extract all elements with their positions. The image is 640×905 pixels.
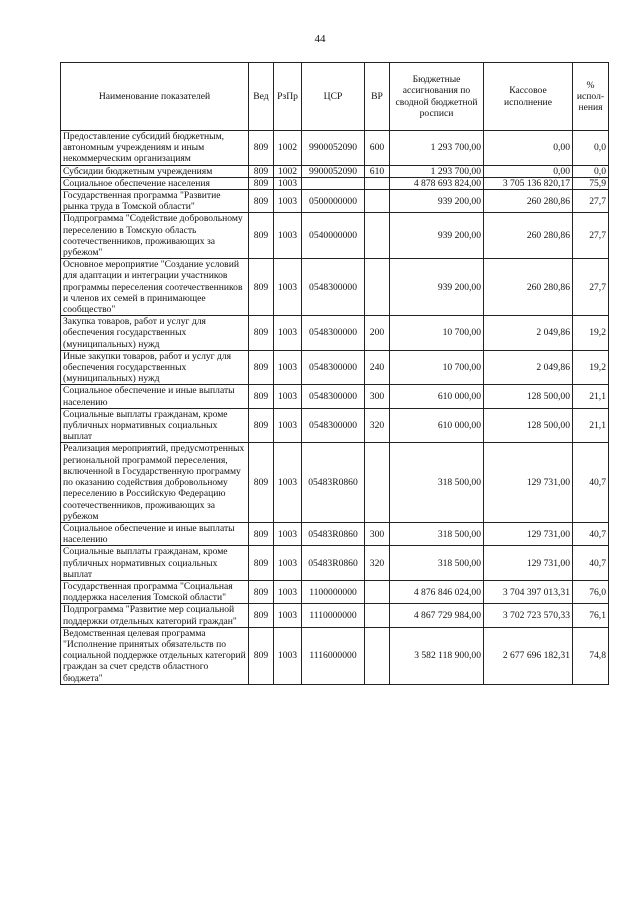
cell-pct: 27,7 xyxy=(573,259,609,316)
cell-pct: 21,1 xyxy=(573,385,609,408)
cell-name: Социальные выплаты гражданам, кроме публичных нормативных социальных выплат xyxy=(61,546,249,581)
cell-rzpr: 1003 xyxy=(274,259,302,316)
cell-budget: 318 500,00 xyxy=(390,522,484,545)
cell-ved: 809 xyxy=(249,546,274,581)
cell-vr: 320 xyxy=(365,408,390,443)
cell-vr: 200 xyxy=(365,316,390,351)
header-pct: % испол- нения xyxy=(573,63,609,131)
cell-vr: 610 xyxy=(365,165,390,177)
cell-pct: 76,1 xyxy=(573,604,609,627)
cell-rzpr: 1003 xyxy=(274,190,302,213)
cell-csr: 9900052090 xyxy=(302,131,365,166)
cell-cash: 128 500,00 xyxy=(484,408,573,443)
cell-pct: 75,9 xyxy=(573,177,609,189)
cell-ved: 809 xyxy=(249,580,274,603)
cell-rzpr: 1003 xyxy=(274,385,302,408)
cell-budget: 4 878 693 824,00 xyxy=(390,177,484,189)
cell-pct: 19,2 xyxy=(573,350,609,385)
cell-rzpr: 1003 xyxy=(274,408,302,443)
cell-rzpr: 1002 xyxy=(274,165,302,177)
cell-cash: 0,00 xyxy=(484,165,573,177)
table-row xyxy=(61,177,609,189)
cell-csr: 0548300000 xyxy=(302,316,365,351)
cell-ved: 809 xyxy=(249,259,274,316)
cell-ved: 809 xyxy=(249,177,274,189)
table-row xyxy=(61,259,609,316)
cell-vr: 300 xyxy=(365,522,390,545)
cell-rzpr: 1003 xyxy=(274,604,302,627)
cell-ved: 809 xyxy=(249,213,274,259)
cell-budget: 1 293 700,00 xyxy=(390,165,484,177)
cell-name: Ведомственная целевая программа "Исполнение принятых обязательств по социальной поддержке отдельных категорий граждан за счет средств областного бюджета" xyxy=(61,627,249,684)
cell-vr xyxy=(365,259,390,316)
table-row xyxy=(61,131,609,166)
cell-vr xyxy=(365,177,390,189)
cell-pct: 27,7 xyxy=(573,213,609,259)
table-row xyxy=(61,627,609,684)
table-row xyxy=(61,316,609,351)
cell-vr: 300 xyxy=(365,385,390,408)
cell-budget: 939 200,00 xyxy=(390,259,484,316)
cell-rzpr: 1003 xyxy=(274,316,302,351)
cell-csr: 05483R0860 xyxy=(302,546,365,581)
cell-ved: 809 xyxy=(249,443,274,522)
cell-ved: 809 xyxy=(249,385,274,408)
cell-pct: 0,0 xyxy=(573,165,609,177)
header-vr: ВР xyxy=(365,63,390,131)
cell-csr: 9900052090 xyxy=(302,165,365,177)
header-name: Наименование показателей xyxy=(61,63,249,131)
cell-csr: 0548300000 xyxy=(302,408,365,443)
cell-vr: 600 xyxy=(365,131,390,166)
table-row xyxy=(61,580,609,603)
cell-rzpr: 1003 xyxy=(274,350,302,385)
cell-budget: 610 000,00 xyxy=(390,385,484,408)
cell-rzpr: 1003 xyxy=(274,546,302,581)
cell-cash: 128 500,00 xyxy=(484,385,573,408)
cell-ved: 809 xyxy=(249,131,274,166)
cell-vr: 240 xyxy=(365,350,390,385)
cell-pct: 21,1 xyxy=(573,408,609,443)
cell-csr: 1116000000 xyxy=(302,627,365,684)
cell-name: Субсидии бюджетным учреждениям xyxy=(61,165,249,177)
cell-csr: 05483R0860 xyxy=(302,522,365,545)
cell-rzpr: 1003 xyxy=(274,627,302,684)
cell-cash: 260 280,86 xyxy=(484,190,573,213)
cell-ved: 809 xyxy=(249,522,274,545)
cell-name: Социальное обеспечение и иные выплаты населению xyxy=(61,522,249,545)
cell-csr: 1110000000 xyxy=(302,604,365,627)
cell-rzpr: 1003 xyxy=(274,580,302,603)
cell-cash: 0,00 xyxy=(484,131,573,166)
cell-vr xyxy=(365,213,390,259)
cell-budget: 939 200,00 xyxy=(390,190,484,213)
cell-csr: 1100000000 xyxy=(302,580,365,603)
cell-ved: 809 xyxy=(249,316,274,351)
cell-csr: 0540000000 xyxy=(302,213,365,259)
cell-cash: 129 731,00 xyxy=(484,443,573,522)
header-row xyxy=(61,63,609,131)
header-cash: Кассовое исполнение xyxy=(484,63,573,131)
cell-budget: 10 700,00 xyxy=(390,316,484,351)
cell-name: Подпрограмма "Развитие мер социальной поддержки отдельных категорий граждан" xyxy=(61,604,249,627)
cell-rzpr: 1003 xyxy=(274,443,302,522)
cell-pct: 19,2 xyxy=(573,316,609,351)
cell-cash: 129 731,00 xyxy=(484,546,573,581)
cell-pct: 76,0 xyxy=(573,580,609,603)
header-csr: ЦСР xyxy=(302,63,365,131)
cell-rzpr: 1003 xyxy=(274,213,302,259)
cell-cash: 3 705 136 820,17 xyxy=(484,177,573,189)
cell-csr: 0548300000 xyxy=(302,350,365,385)
table-row xyxy=(61,350,609,385)
cell-vr xyxy=(365,580,390,603)
cell-budget: 10 700,00 xyxy=(390,350,484,385)
table-row xyxy=(61,190,609,213)
cell-name: Иные закупки товаров, работ и услуг для обеспечения государственных (муниципальных) нужд xyxy=(61,350,249,385)
cell-ved: 809 xyxy=(249,190,274,213)
cell-cash: 129 731,00 xyxy=(484,522,573,545)
cell-budget: 318 500,00 xyxy=(390,546,484,581)
cell-ved: 809 xyxy=(249,408,274,443)
cell-budget: 4 876 846 024,00 xyxy=(390,580,484,603)
header-ved: Вед xyxy=(249,63,274,131)
header-rzpr: РзПр xyxy=(274,63,302,131)
table-row xyxy=(61,213,609,259)
cell-budget: 4 867 729 984,00 xyxy=(390,604,484,627)
cell-vr: 320 xyxy=(365,546,390,581)
cell-pct: 74,8 xyxy=(573,627,609,684)
cell-vr xyxy=(365,443,390,522)
table-row xyxy=(61,408,609,443)
cell-pct: 0,0 xyxy=(573,131,609,166)
table-row xyxy=(61,385,609,408)
cell-csr: 0548300000 xyxy=(302,259,365,316)
cell-cash: 2 049,86 xyxy=(484,350,573,385)
cell-ved: 809 xyxy=(249,627,274,684)
cell-vr xyxy=(365,627,390,684)
cell-vr xyxy=(365,604,390,627)
cell-cash: 2 049,86 xyxy=(484,316,573,351)
cell-csr: 05483R0860 xyxy=(302,443,365,522)
cell-pct: 40,7 xyxy=(573,522,609,545)
cell-name: Социальное обеспечение населения xyxy=(61,177,249,189)
cell-name: Социальные выплаты гражданам, кроме публичных нормативных социальных выплат xyxy=(61,408,249,443)
cell-ved: 809 xyxy=(249,604,274,627)
cell-pct: 40,7 xyxy=(573,443,609,522)
page-number: 44 xyxy=(314,33,326,45)
table-row xyxy=(61,604,609,627)
header-budget: Бюджетные ассигнования по сводной бюджетной росписи xyxy=(390,63,484,131)
cell-csr: 0500000000 xyxy=(302,190,365,213)
cell-rzpr: 1002 xyxy=(274,131,302,166)
cell-name: Предоставление субсидий бюджетным, автономным учреждениям и иным некоммерческим организациям xyxy=(61,131,249,166)
cell-cash: 260 280,86 xyxy=(484,259,573,316)
table-row xyxy=(61,546,609,581)
cell-name: Основное мероприятие "Создание условий для адаптации и интеграции участников программы переселения соотечественников и членов их семей в принимающее сообщество" xyxy=(61,259,249,316)
cell-cash: 3 704 397 013,31 xyxy=(484,580,573,603)
table-row xyxy=(61,522,609,545)
cell-name: Закупка товаров, работ и услуг для обеспечения государственных (муниципальных) нужд xyxy=(61,316,249,351)
cell-budget: 610 000,00 xyxy=(390,408,484,443)
budget-table xyxy=(60,62,609,685)
cell-budget: 3 582 118 900,00 xyxy=(390,627,484,684)
cell-vr xyxy=(365,190,390,213)
cell-name: Подпрограмма "Содействие добровольному переселению в Томскую область соотечественников, проживающих за рубежом" xyxy=(61,213,249,259)
cell-rzpr: 1003 xyxy=(274,177,302,189)
cell-name: Государственная программа "Социальная поддержка населения Томской области" xyxy=(61,580,249,603)
table-row xyxy=(61,165,609,177)
cell-csr: 0548300000 xyxy=(302,385,365,408)
cell-pct: 27,7 xyxy=(573,190,609,213)
cell-cash: 3 702 723 570,33 xyxy=(484,604,573,627)
table-row xyxy=(61,443,609,522)
cell-cash: 2 677 696 182,31 xyxy=(484,627,573,684)
cell-ved: 809 xyxy=(249,350,274,385)
cell-budget: 1 293 700,00 xyxy=(390,131,484,166)
cell-rzpr: 1003 xyxy=(274,522,302,545)
cell-cash: 260 280,86 xyxy=(484,213,573,259)
cell-ved: 809 xyxy=(249,165,274,177)
cell-name: Социальное обеспечение и иные выплаты населению xyxy=(61,385,249,408)
cell-pct: 40,7 xyxy=(573,546,609,581)
cell-budget: 318 500,00 xyxy=(390,443,484,522)
cell-name: Реализация мероприятий, предусмотренных региональной программой переселения, включенной в Государственную программу по оказанию содействия добровольному переселению в Российскую Федерацию соотечественников, проживающих за рубежом xyxy=(61,443,249,522)
cell-budget: 939 200,00 xyxy=(390,213,484,259)
cell-csr xyxy=(302,177,365,189)
cell-name: Государственная программа "Развитие рынка труда в Томской области" xyxy=(61,190,249,213)
